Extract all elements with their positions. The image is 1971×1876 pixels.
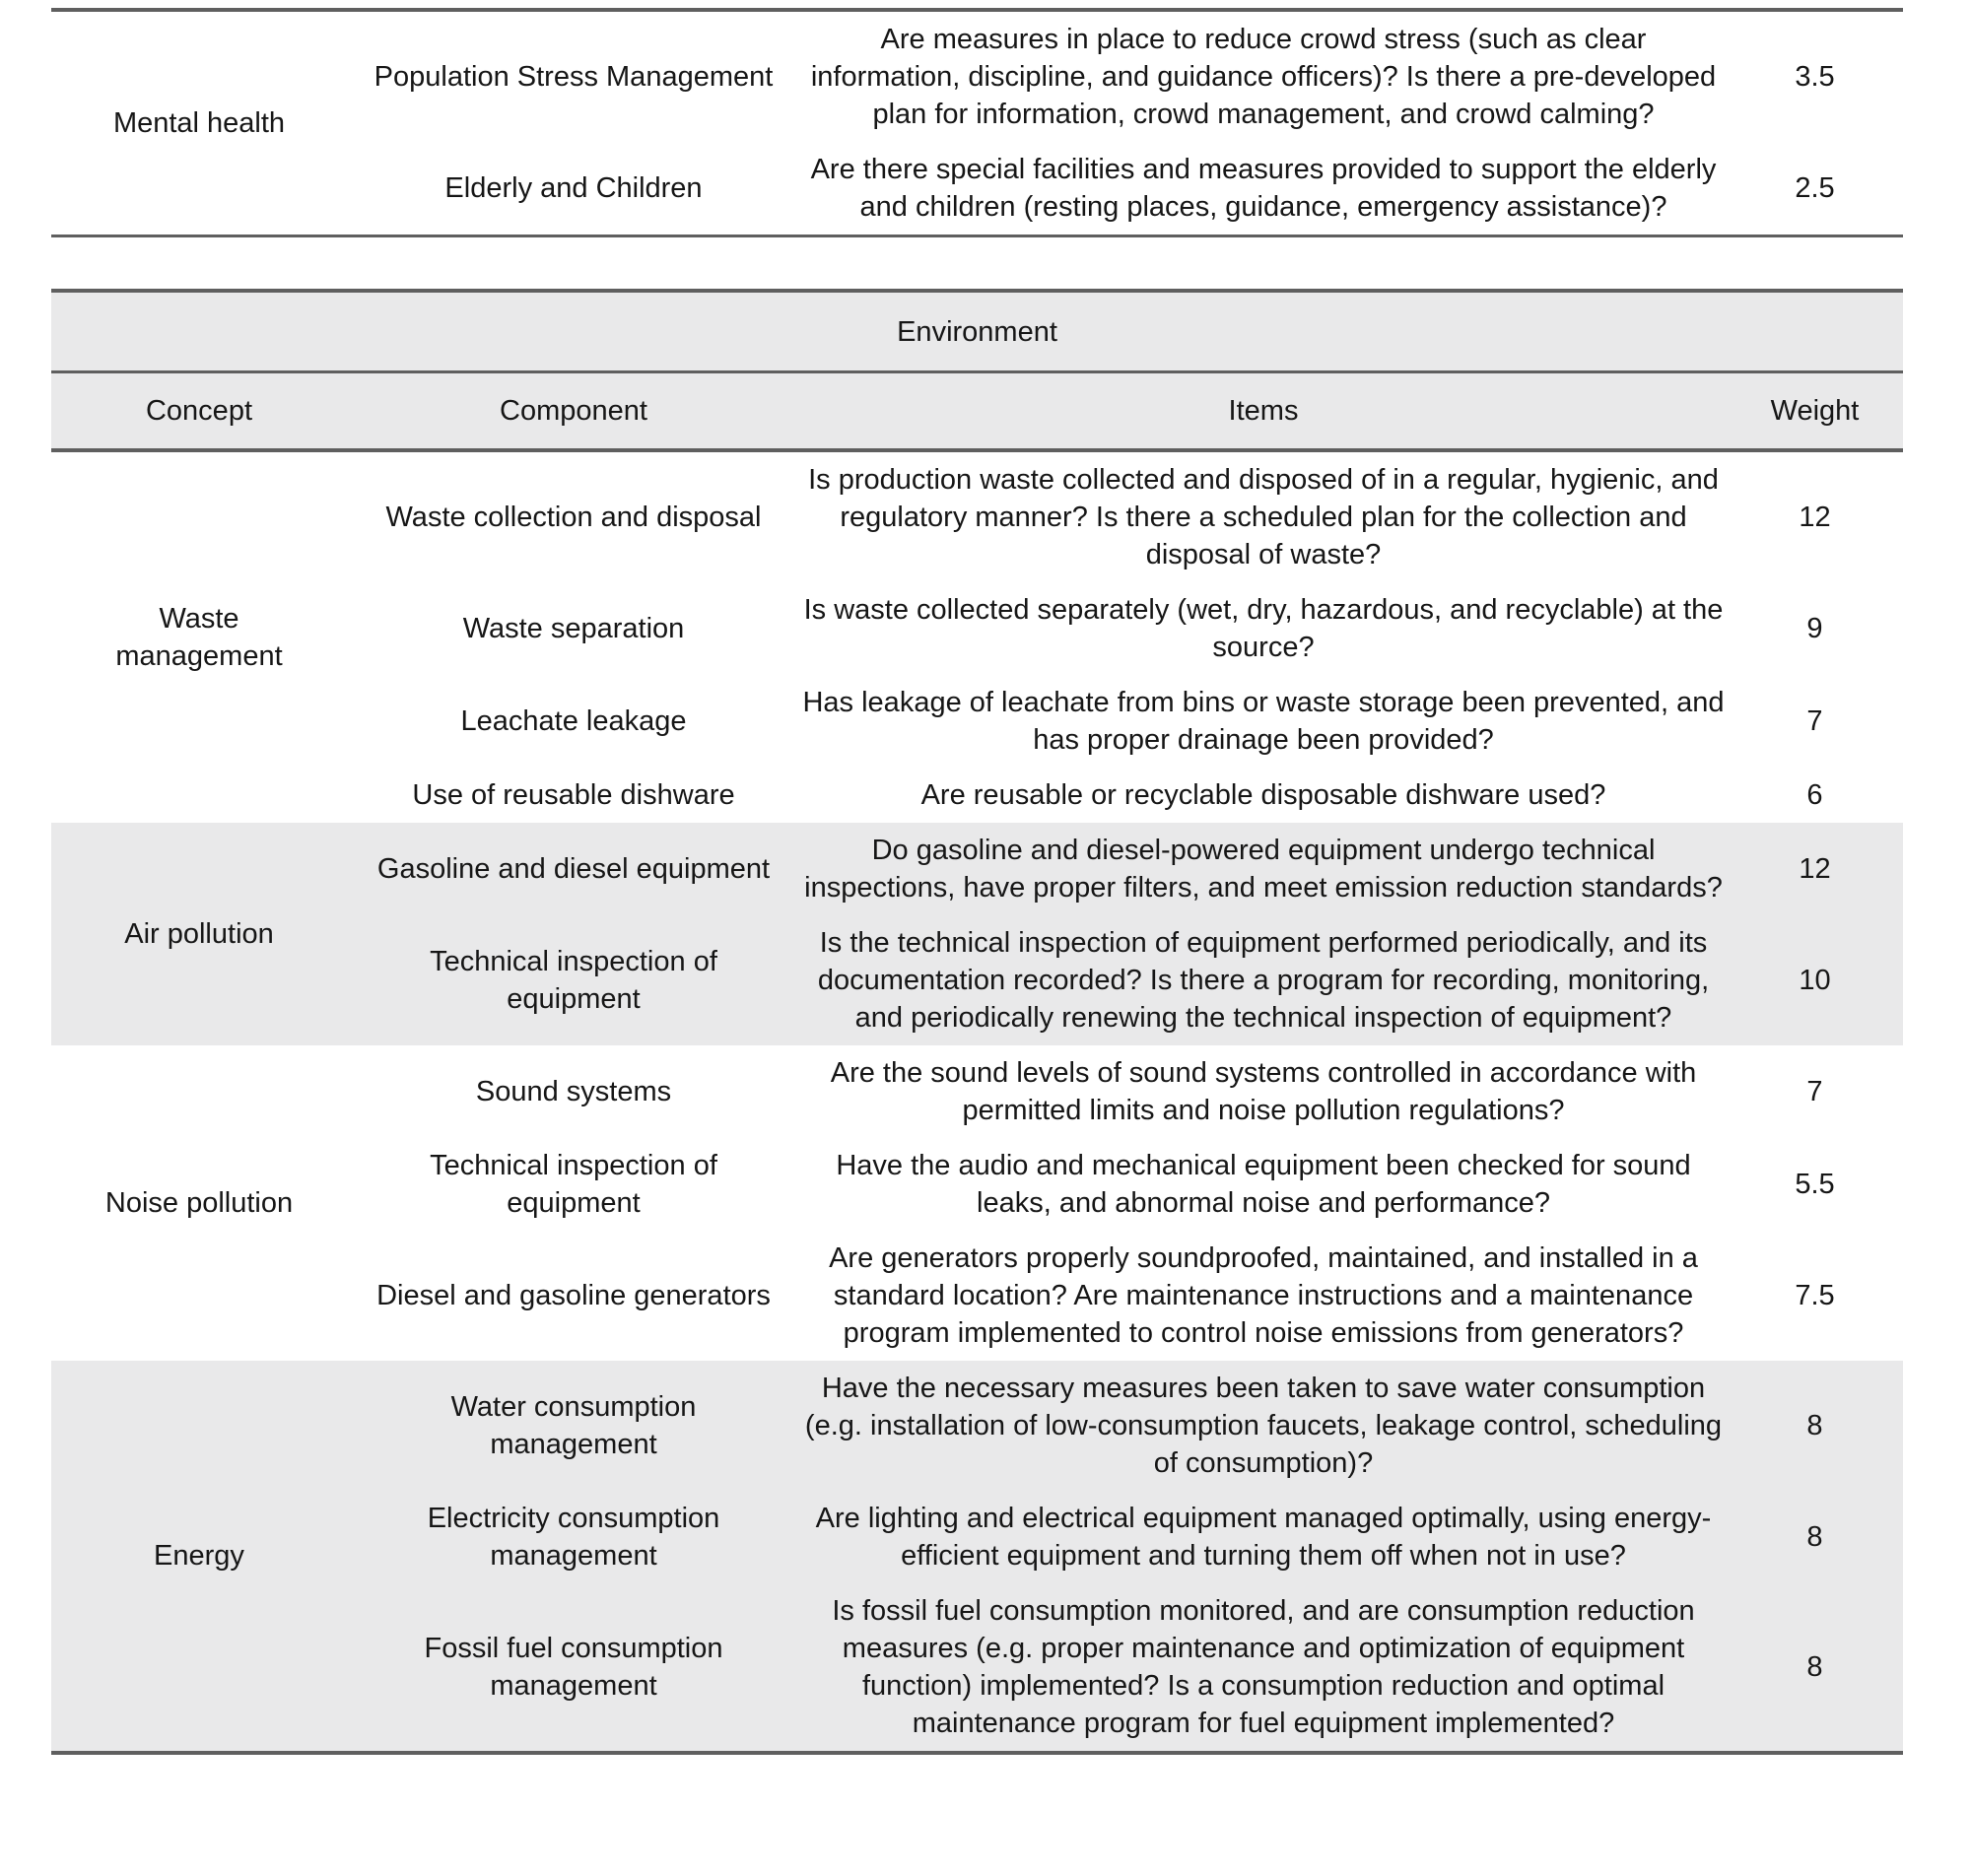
mental-health-table-fragment [51, 8, 1903, 237]
section-noise-pollution [51, 1045, 1903, 1361]
weight-cell: 8 [1727, 1361, 1903, 1491]
table-spacer [0, 237, 1971, 289]
component-cell: Sound systems [475, 1076, 672, 1107]
column-header-row [51, 372, 1903, 451]
table-row [51, 450, 1903, 582]
table-row [51, 10, 1903, 142]
section-mental-health [51, 10, 1903, 236]
component-cell: Population Stress Management [374, 61, 774, 93]
column-header-weight: Weight [1727, 372, 1903, 451]
component-cell: Leachate leakage [460, 705, 687, 737]
weight-cell: 8 [1727, 1583, 1903, 1753]
weight-cell: 12 [1727, 823, 1903, 915]
section-waste-management [51, 450, 1903, 823]
table-title: Environment [51, 291, 1903, 372]
column-header-component: Component [347, 372, 800, 451]
weight-cell: 12 [1799, 502, 1831, 533]
environment-table [51, 289, 1903, 1755]
item-cell: Has leakage of leachate from bins or waste storage been prevented, and has proper drainage been provided? [802, 687, 1725, 756]
weight-cell: 7 [1806, 1076, 1823, 1107]
component-cell: Water consumption management [347, 1361, 800, 1491]
component-cell: Gasoline and diesel equipment [347, 823, 800, 915]
component-cell: Waste collection and disposal [385, 502, 762, 533]
weight-cell: 6 [1806, 779, 1823, 811]
component-cell: Elderly and Children [444, 172, 703, 204]
table-row [51, 1045, 1903, 1138]
component-cell: Electricity consumption management [347, 1491, 800, 1583]
item-cell: Is production waste collected and disposed of in a regular, hygienic, and regulatory manner? Is there a scheduled plan for the collection and disposal of waste? [808, 464, 1719, 570]
item-cell: Are generators properly soundproofed, maintained, and installed in a standard location? Are maintenance instructions and a maintenance program implemented to control noise emissions from generators? [829, 1242, 1698, 1349]
weight-cell: 5.5 [1795, 1169, 1835, 1200]
section-energy [51, 1361, 1903, 1753]
component-cell: Technical inspection of equipment [430, 1150, 717, 1219]
weight-cell: 2.5 [1795, 172, 1835, 204]
concept-cell: Energy [51, 1361, 347, 1753]
item-cell: Is waste collected separately (wet, dry, hazardous, and recyclable) at the source? [803, 594, 1724, 663]
column-header-items: Items [800, 372, 1727, 451]
weight-cell: 7.5 [1795, 1280, 1835, 1311]
weight-cell: 8 [1727, 1491, 1903, 1583]
weight-cell: 10 [1727, 915, 1903, 1045]
table-row [51, 823, 1903, 915]
section-air-pollution [51, 823, 1903, 1045]
item-cell: Are measures in place to reduce crowd stress (such as clear information, discipline, and guidance officers)? Is there a pre-developed plan for information, crowd management, and crowd calming? [810, 24, 1717, 130]
table-row [51, 1361, 1903, 1491]
column-header-concept: Concept [51, 372, 347, 451]
item-cell: Is the technical inspection of equipment performed periodically, and its documentation recorded? Is there a program for recording, monitoring, and periodically renewing the technical inspection of equipment? [800, 915, 1727, 1045]
table-title-row [51, 291, 1903, 372]
component-cell: Technical inspection of equipment [347, 915, 800, 1045]
component-cell: Fossil fuel consumption management [347, 1583, 800, 1753]
concept-cell: Mental health [112, 107, 286, 139]
concept-cell: Noise pollution [104, 1187, 294, 1219]
item-cell: Is fossil fuel consumption monitored, and are consumption reduction measures (e.g. proper maintenance and optimization of equipment function) implemented? Is a consumption reduction and optimal maintenance program for fuel equipment implemented? [800, 1583, 1727, 1753]
item-cell: Are reusable or recyclable disposable dishware used? [920, 779, 1606, 811]
component-cell: Waste separation [462, 613, 685, 644]
item-cell: Do gasoline and diesel-powered equipment undergo technical inspections, have proper filters, and meet emission reduction standards? [800, 823, 1727, 915]
component-cell: Use of reusable dishware [412, 779, 735, 811]
weight-cell: 7 [1806, 705, 1823, 737]
environment-table-header [51, 291, 1903, 450]
weight-cell: 3.5 [1795, 61, 1835, 93]
concept-cell: Air pollution [51, 823, 347, 1045]
concept-cell: Waste management [115, 603, 283, 672]
component-cell: Diesel and gasoline generators [376, 1280, 771, 1311]
weight-cell: 9 [1806, 613, 1823, 644]
item-cell: Are the sound levels of sound systems controlled in accordance with permitted limits and noise pollution regulations? [830, 1057, 1697, 1126]
item-cell: Have the audio and mechanical equipment been checked for sound leaks, and abnormal noise and performance? [836, 1150, 1691, 1219]
item-cell: Are lighting and electrical equipment managed optimally, using energy-efficient equipment and turning them off when not in use? [800, 1491, 1727, 1583]
item-cell: Have the necessary measures been taken to save water consumption (e.g. installation of low-consumption faucets, leakage control, scheduling of consumption)? [800, 1361, 1727, 1491]
item-cell: Are there special facilities and measures provided to support the elderly and children (resting places, guidance, emergency assistance)? [810, 154, 1717, 223]
